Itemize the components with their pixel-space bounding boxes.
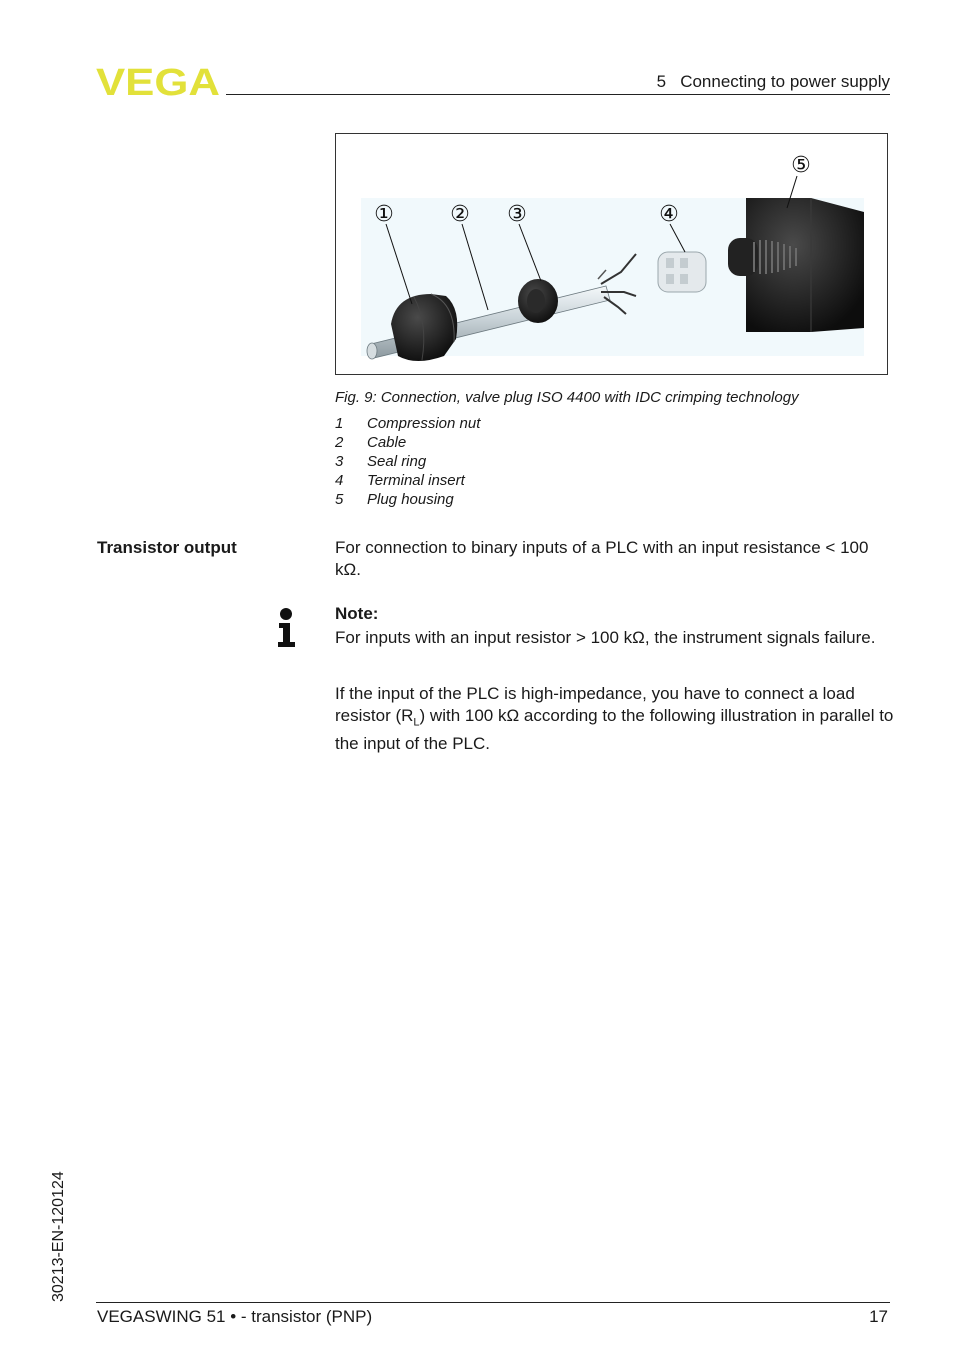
callout-2: ② [450,202,470,227]
seal-ring [518,279,558,323]
footer-rule [96,1302,890,1303]
load-resistor-paragraph: If the input of the PLC is high-impedance, you have to connect a load resistor $(R_L)$ with 100 kΩ according to the following illustration in parallel to the input of the PLC. [335,684,894,754]
vega-logo [96,64,220,98]
callout-4: ④ [659,202,679,227]
callout-1: ① [374,202,394,227]
legend-item: 5 Plug housing [335,491,454,508]
section-label-transistor-output: Transistor output [97,538,237,557]
note-paragraph: For inputs with an input resistor > 100 kΩ, the instrument signals failure. [335,628,876,647]
header-rule [226,94,890,95]
callout-3: ③ [507,202,527,227]
figure-legend [335,414,480,509]
legend-item: 1 Compression nut [335,415,481,432]
page-number: 17 [869,1307,888,1326]
figure-valve-plug [335,133,888,375]
svg-text:VEGA: VEGA [96,64,220,98]
footer-product: VEGASWING 51 • - transistor (PNP) [97,1307,373,1326]
legend-item: 3 Seal ring [335,453,427,470]
transistor-paragraph: For connection to binary inputs of a PLC with an input resistance < 100 kΩ. [335,538,869,579]
figure-caption: Fig. 9: Connection, valve plug ISO 4400 with IDC crimping technology [335,389,799,406]
compression-nut [391,294,457,361]
document-id: 30213-EN-120124 [50,1171,67,1302]
legend-item: 2 Cable [335,434,407,451]
callout-5: ⑤ [791,153,811,178]
section-header: 5 Connecting to power supply [656,72,890,91]
plug-housing [728,198,864,332]
terminal-insert [658,252,706,292]
note-title: Note: [335,604,379,623]
valve-plug-illustration [336,134,889,376]
info-icon [277,608,297,648]
legend-item: 4 Terminal insert [335,472,465,489]
